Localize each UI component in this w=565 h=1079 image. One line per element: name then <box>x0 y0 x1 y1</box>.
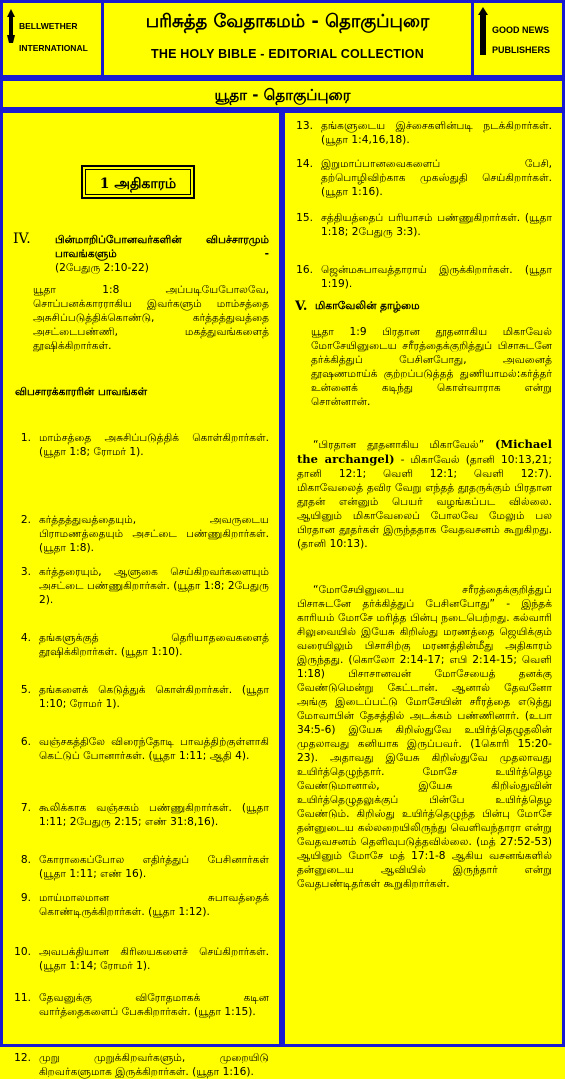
list-item-number: 5. <box>20 684 31 696</box>
paragraph-3: “மோசேயினுடைய சரீரத்தைக்குறித்துப் பிசாசுடனே தர்க்கித்துப் பேசினபோது” - இந்தக் காரியம் மோசே மரித்த பின்பு நடைபெற்றது. கல்வாரி சிலுவையில் இயேசு கிறிஸ்து மரணத்தை ஜெயிக்கும் வரையிலும் பிசாசிற்கு மரணத்தின்மீது அதிகாரம் இருந்தது. (கொலோ 2:14-17; எபி 2:14-15; வெளி 1:18) பிசாசானவன் மோசேயைத் தனக்கு வேண்டுமென்று கேட்டான். ஆனால் தேவனோ அங்கு இடைப்பட்டு மோசேயின் சரீரத்தை எடுத்து மோவாபின் தேசத்தில் அடக்கம் பண்ணினார். (உபா 34:5-6) இயேசு கிறிஸ்துவே உயிர்த்தெழுதலின் முதலாவது கனியாக இருப்பவர். (1கொரி 15:20-23). அதாவது இயேசு கிறிஸ்துவே முதலாவது உயிர்த்தெழுந்தார். மோசே உயிர்த்தெழ வேண்டுமானால், இயேசு கிறிஸ்துவின் உயிர்த்தெழுதலுக்குப் பின்பே உயிர்த்தெழ வேண்டும். கிறிஸ்து உயிர்த்தெழுந்த பின்பு மோசே தன்னுடைய கல்லறையிலிருந்து வெளிவந்தாரா என்று வேதவசனம் தெளிவுபடுத்தவில்லை. (மத் 27:52-53) ஆயினும் மோசே மத் 17:1-8 ஆகிய வசனங்களில் தன்னுடைய ஆவியில் இருந்தார் என்று வேதபண்டிதர்கள் கூறுகிறார்கள். <box>297 584 552 890</box>
section-title: பின்மாறிப்போனவர்களின் விபச்சாரமும் பாவங்களும் - <box>55 234 269 260</box>
section-number: IV. <box>13 231 31 247</box>
list-item-number: 13. <box>296 120 313 132</box>
subheading: விபசாரக்காரரின் பாவங்கள் <box>15 386 148 398</box>
good-news-emblem-icon <box>474 3 560 75</box>
paragraph-1: யூதா 1:9 பிரதான தூதனாகிய மிகாவேல் மோசேயினுடைய சரீரத்தைக்குறித்துப் பிசாசுடனே தர்க்கித்துப் பேசினபோது, அவனைத் தூஷணமாய்க் குற்றப்படுத்தத் துணியாமல்:கர்த்தர் உன்னைக் கடிந்து கொள்வாராக என்று சொன்னான். <box>311 326 552 408</box>
list-item-number: 16. <box>296 264 313 276</box>
list-item-text: வஞ்சகத்திலே விரைந்தோடி பாவத்திற்குள்ளாகி கெட்டுப் போனார்கள். (யூதா 1:11; ஆதி 4). <box>39 736 269 762</box>
right-column <box>282 110 565 1047</box>
list-item-text: தேவனுக்கு விரோதமாகக் கடின வார்த்தைகளைப் பேசுகிறார்கள். (யூதா 1:15). <box>39 992 269 1018</box>
list-item-text: தங்களுக்குத் தெரியாதவைகளைத் தூஷிக்கிறார்கள். (யூதா 1:10). <box>39 632 269 658</box>
list-item-number: 3. <box>20 566 31 578</box>
list-item-text: மாம்சத்தை அசுசிப்படுத்திக் கொள்கிறார்கள். (யூதா 1:8; ரோமர் 1). <box>39 432 269 458</box>
section-title-v: மிகாவேலின் தாழ்மை <box>315 300 420 312</box>
list-item-text: மாய்மாலமான சுபாவத்தைக் கொண்டிருக்கிறார்கள். (யூதா 1:12). <box>39 892 269 918</box>
list-item-text: சத்தியத்தைப் பரியாசம் பண்ணுகிறார்கள். (யூதா 1:18; 2பேதுரு 3:3). <box>321 212 552 238</box>
paragraph-2-english: (Michael the archangel) <box>297 437 552 466</box>
intro-paragraph: யூதா 1:8 அப்படியேபோலவே, சொப்பனக்காரராகிய இவர்களும் மாம்சத்தை அசுசிப்படுத்திக்கொண்டு, கர்த்தத்துவத்தை அசட்டைபண்ணி, மகத்துவங்களைத் தூஷிக்கிறார்கள். <box>33 284 269 352</box>
list-item-text: கூலிக்காக வஞ்சகம் பண்ணுகிறார்கள். (யூதா 1:11; 2பேதுரு 2:15; எண் 31:8,16). <box>39 802 269 828</box>
list-item-text: தங்களைக் கெடுத்துக் கொள்கிறார்கள். (யூதா 1:10; ரோமர் 1). <box>39 684 269 710</box>
list-item-number: 11. <box>14 992 31 1004</box>
list-item-number: 8. <box>20 854 31 866</box>
bellwether-emblem-icon <box>3 3 99 75</box>
chapter-label: 1 அதிகாரம் <box>85 169 191 195</box>
chapter-box <box>81 165 195 199</box>
list-item-text: கோராகைப்போல எதிர்த்துப் பேசினார்கள் (யூதா 1:11; எண் 16). <box>39 854 269 880</box>
paragraph-2-quote: “பிரதான தூதனாகிய மிகாவேல்” <box>313 439 495 451</box>
list-item-number: 14. <box>296 158 313 170</box>
list-item-text: தங்களுடைய இச்சைகளின்படி நடக்கிறார்கள். (யூதா 1:4,16,18). <box>321 120 552 146</box>
subtitle-bar <box>0 78 565 110</box>
list-item-text: அவபக்தியான கிரியைகளைச் செய்கிறார்கள். (யூதா 1:14; ரோமர் 1). <box>39 946 269 972</box>
svg-text:INTERNATIONAL: INTERNATIONAL <box>19 43 88 53</box>
bellwether-logo <box>3 3 104 75</box>
header-title-tamil: பரிசுத்த வேதாகமம் - தொகுப்புரை <box>145 11 430 32</box>
list-item-number: 1. <box>20 432 31 444</box>
section-number-v: V. <box>295 299 308 314</box>
list-item-number: 7. <box>20 802 31 814</box>
list-item-number: 4. <box>20 632 31 644</box>
svg-text:PUBLISHERS: PUBLISHERS <box>492 45 551 55</box>
list-item-text: இறுமாப்பானவைகளைப் பேசி, தற்பொழிவிற்காக முகஸ்துதி செய்கிறார்கள். (யூதா 1:16). <box>321 158 552 198</box>
section-reference: (2பேதுரு 2:10-22) <box>55 262 149 274</box>
paragraph-2 <box>297 437 552 551</box>
list-item-text: முறு முறுக்கிறவர்களும், முறையிடு கிறவர்களுமாக இருக்கிறார்கள். (யூதா 1:16). <box>39 1052 269 1078</box>
list-item-text: கர்த்தரையும், ஆளுகை செய்கிறவர்களையும் அசட்டை பண்ணுகிறார்கள். (யூதா 1:8; 2பேதுரு 2). <box>39 566 269 606</box>
page-header <box>0 0 565 78</box>
left-column <box>0 110 282 1078</box>
svg-text:BELLWETHER: BELLWETHER <box>19 21 78 31</box>
paragraph-2-body: - மிகாவேல் (தானி 10:13,21; தானி 12:1; வெளி 12:1; வெளி 12:7). மிகாவேலைத் தவிர வேறு எந்தத் தூதருக்கும் பிரதான தூதன் என்னும் பெயர் வழங்கப்பட வில்லை. ஆயினும் மிகாவேலைப் போலவே மேலும் பல பிரதான தூதர்கள் இருந்ததாக வேதவசனம் கூறுகிறது. (தானி 10:13). <box>297 454 552 550</box>
page-subtitle: யூதா - தொகுப்புரை <box>214 86 351 104</box>
list-item-text: ஜென்மசுபாவத்தாராய் இருக்கிறார்கள். (யூதா 1:19). <box>321 264 552 290</box>
list-item-number: 15. <box>296 212 313 224</box>
header-title-english: THE HOLY BIBLE - EDITORIAL COLLECTION <box>151 47 424 61</box>
list-item-number: 12. <box>14 1052 31 1064</box>
list-item-text: கர்த்தத்துவத்தையும், அவருடைய பிராமணத்தையும் அசட்டை பண்ணுகிறார்கள். (யூதா 1:8). <box>39 514 269 554</box>
list-item-number: 6. <box>20 736 31 748</box>
list-item-number: 2. <box>20 514 31 526</box>
list-item-number: 10. <box>14 946 31 958</box>
good-news-logo <box>471 3 562 75</box>
svg-text:GOOD NEWS: GOOD NEWS <box>492 25 550 35</box>
list-item-number: 9. <box>20 892 31 904</box>
